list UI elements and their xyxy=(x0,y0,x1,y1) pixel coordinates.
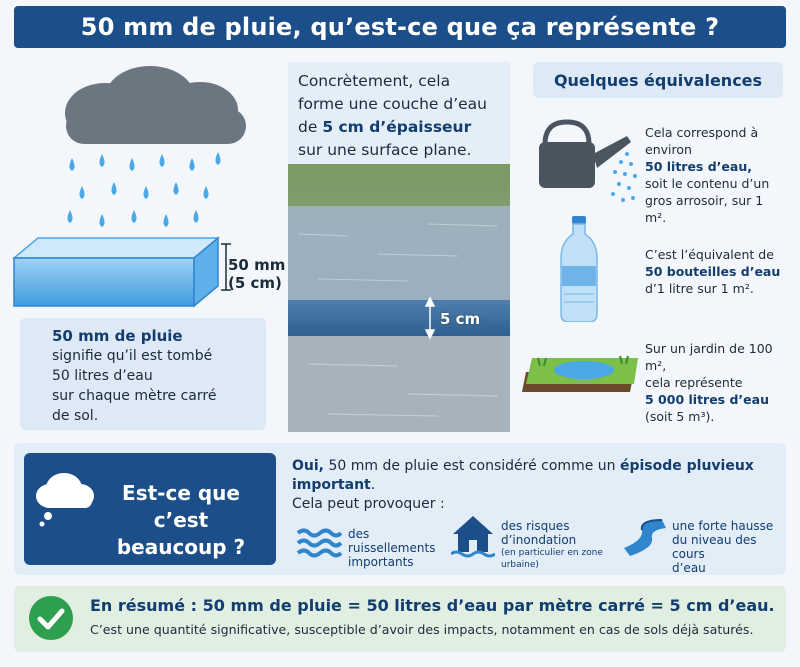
question-title: Est-ce que c’est beaucoup ? xyxy=(116,481,246,559)
equivalence-bottles: C’est l’équivalent de 50 bouteilles d’eau d’1 litre sur 1 m². xyxy=(645,247,781,296)
raindrops-icon xyxy=(68,152,221,227)
impact-river-rise: une forte hausse du niveau des cours d’eau xyxy=(672,519,774,575)
thought-cloud-icon xyxy=(34,466,100,528)
impact-flooding: des risques d’inondation (en particulier en zone urbaine) xyxy=(501,519,603,570)
equivalence-garden: Sur un jardin de 100 m², cela représente 5 000 litres d’eau (soit 5 m³). xyxy=(645,341,773,424)
depth-label: 50 mm (5 cm) xyxy=(228,256,286,292)
question-answer: Oui, 50 mm de pluie est considéré comme un épisode pluvieux important. Cela peut provoquer : xyxy=(292,458,754,512)
thickness-label: 5 cm xyxy=(440,310,481,328)
check-icon xyxy=(28,595,74,641)
summary-subtitle: C’est une quantité significative, susceptible d’avoir des impacts, notamment en cas de sols déjà saturés. xyxy=(90,622,754,637)
water-layer-text: Concrètement, cela forme une couche d’eau de 5 cm d’épaisseur sur une surface plane. xyxy=(288,62,510,164)
waves-icon xyxy=(296,528,342,558)
flooded-house-icon xyxy=(451,514,495,560)
summary-title: En résumé : 50 mm de pluie = 50 litres d’eau par mètre carré = 5 cm d’eau. xyxy=(90,596,775,615)
river-icon xyxy=(622,518,666,558)
equivalence-watering-can: Cela correspond à environ 50 litres d’eau, soit le contenu d’un gros arrosoir, sur 1 m². xyxy=(645,125,770,225)
cloud-icon xyxy=(65,66,246,144)
equivalences-heading: Quelques équivalences xyxy=(533,62,783,98)
rain-definition-box: 50 mm de pluie signifie qu’il est tombé 50 litres d’eau sur chaque mètre carré de sol. xyxy=(20,318,266,430)
watering-can-icon xyxy=(535,114,639,206)
page-title: 50 mm de pluie, qu’est-ce que ça représente ? xyxy=(14,6,786,48)
water-bottle-icon xyxy=(558,216,600,322)
garden-icon xyxy=(522,352,638,410)
water-container-icon xyxy=(14,238,231,306)
impact-runoff: des ruissellements importants xyxy=(348,527,436,569)
water-layer-photo xyxy=(288,164,510,432)
